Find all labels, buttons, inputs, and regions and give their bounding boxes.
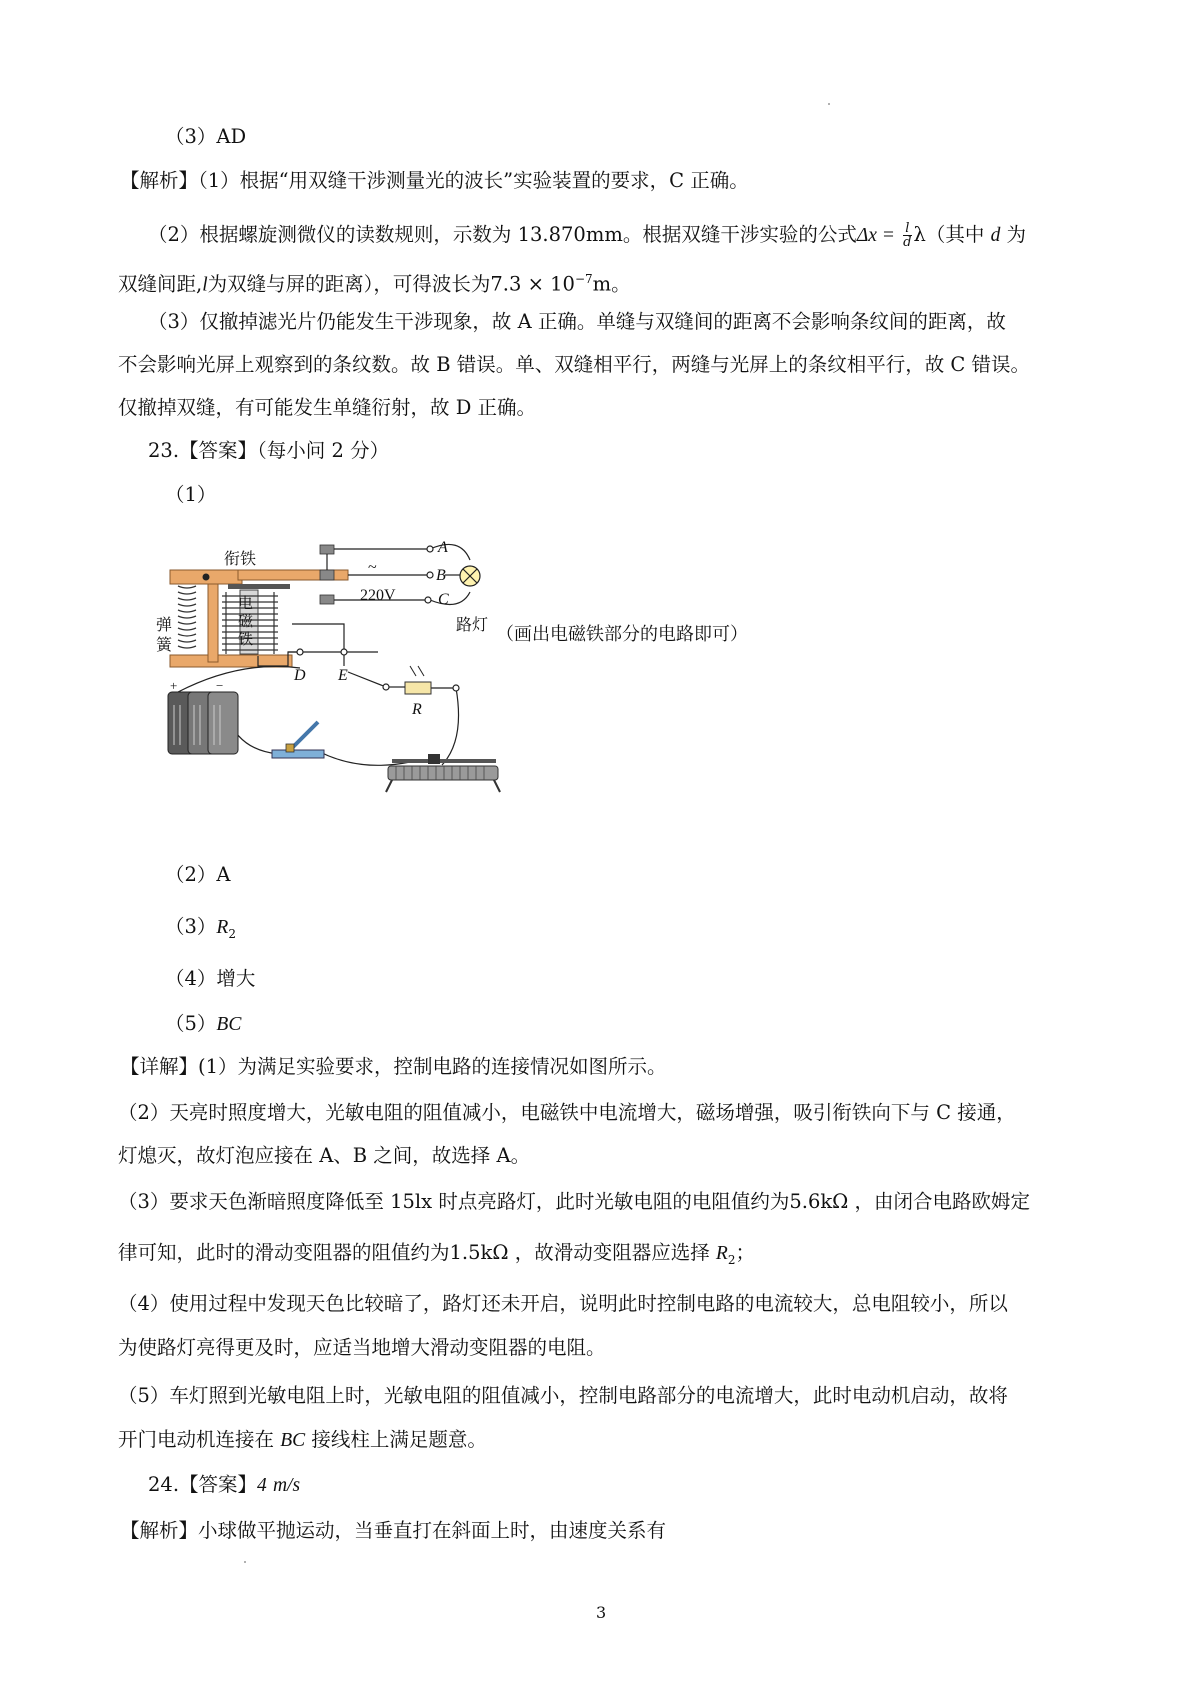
- q22-p2c-pre: 双缝间距,: [118, 272, 203, 296]
- q22-p2-b-pre: （其中: [925, 223, 991, 246]
- a5-prefix: （5）: [165, 1012, 217, 1035]
- battery-icon: [168, 692, 238, 754]
- label-minus: −: [216, 678, 224, 693]
- rheostat-icon: [386, 754, 500, 792]
- q22-p1: （1）根据“用双缝干涉测量光的波长”实验装置的要求，C 正确。: [198, 169, 749, 192]
- wavelength-unit: m。: [592, 272, 631, 296]
- label-electromagnet-1: 电: [238, 596, 254, 612]
- q22-p2c-mid: 为双缝与屏的距离），可得波长为: [207, 272, 491, 296]
- figure-note: （画出电磁铁部分的电路即可）: [496, 624, 748, 644]
- var-d: d: [990, 225, 1001, 246]
- contact-lower: [320, 595, 334, 604]
- label-R: R: [412, 701, 422, 718]
- wavelength-value: 7.3 × 10: [490, 272, 575, 296]
- q23-detail-2b: 灯熄灭，故灯泡应接在 A、B 之间，故选择 A。: [118, 1144, 531, 1167]
- detail-5b-post: 接线柱上满足题意。: [305, 1428, 487, 1451]
- detail-3b-post: ；: [735, 1241, 755, 1264]
- q22-explain-3c: 仅撤掉双缝，有可能发生单缝衍射，故 D 正确。: [118, 396, 537, 419]
- q23-detail-3a: （3）要求天色渐暗照度降低至 15lx 时点亮路灯，此时光敏电阻的电阻值约为5.6kΩ ，由闭合电路欧姆定: [118, 1190, 1031, 1213]
- wavelength-exponent: −7: [574, 272, 593, 286]
- q23-heading: 23.【答案】（每小问 2 分）: [148, 439, 390, 462]
- scan-speck: [244, 1561, 246, 1563]
- q23-detail-4a: （4）使用过程中发现天色比较暗了，路灯还未开启，说明此时控制电路的电流较大，总电阻较小，所以: [118, 1292, 1008, 1315]
- q22-p2-b-post: 为: [1000, 223, 1027, 246]
- q23-detail-3b: [118, 1238, 755, 1275]
- detail-5b-bc: BC: [280, 1430, 306, 1451]
- label-plus: +: [170, 678, 178, 693]
- q22-explain-2b: [118, 264, 631, 301]
- fraction-numerator: l: [903, 222, 911, 236]
- detail-3b-R: R: [715, 1243, 728, 1264]
- label-electromagnet-3: 铁: [238, 632, 254, 648]
- relay-base: [170, 655, 292, 667]
- contact-upper: [320, 545, 334, 554]
- pivot-dot: [203, 574, 210, 581]
- label-voltage: 220V: [360, 587, 396, 604]
- label-D: D: [294, 667, 306, 684]
- a3-subscript: 2: [228, 926, 236, 941]
- q22-explain-3b: 不会影响光屏上观察到的条纹数。故 B 错误。单、双缝相平行，两缝与光屏上的条纹相平行，故 C 错误。: [118, 353, 1031, 376]
- q23-answer-2: （2）A: [165, 863, 231, 886]
- label-C: C: [438, 591, 449, 608]
- q23-answer-1: （1）: [165, 483, 217, 506]
- lambda-symbol: λ: [913, 223, 926, 246]
- q24-explain: 【解析】小球做平抛运动，当垂直打在斜面上时，由速度关系有: [120, 1519, 667, 1542]
- contact-middle: [320, 570, 334, 580]
- fraction-denominator: d: [903, 235, 912, 250]
- detail-3b-sub: 2: [727, 1252, 736, 1267]
- detail-3b-pre: 律可知，此时的滑动变阻器的阻值约为1.5kΩ ，故滑动变阻器应选择: [118, 1241, 716, 1264]
- a3-prefix: （3）: [165, 915, 217, 938]
- scan-speck: [828, 103, 830, 105]
- label-armature: 衔铁: [224, 551, 257, 568]
- armature-plate: [228, 584, 290, 589]
- q23-detail-5b: [118, 1425, 487, 1456]
- detail-5b-pre: 开门电动机连接在: [118, 1428, 281, 1451]
- label-E: E: [338, 667, 348, 684]
- q22-explain-3a: （3）仅撤掉滤光片仍能发生干涉现象，故 A 正确。单缝与双缝间的距离不会影响条纹间的距离，故: [148, 310, 1006, 333]
- q23-detail-2a: （2）天亮时照度增大，光敏电阻的阻值减小，电磁铁中电流增大，磁场增强，吸引衔铁向下与 C 接通，: [118, 1101, 1016, 1124]
- formula-fraction: [903, 222, 911, 249]
- a5-value: BC: [216, 1014, 242, 1035]
- page-number: 3: [596, 1603, 607, 1622]
- q24-answer-num: 4: [257, 1475, 267, 1496]
- q23-answer-3: [165, 912, 236, 949]
- label-spring-1: 弹: [156, 617, 173, 634]
- label-B: B: [436, 567, 446, 584]
- q24-answer-unit: m/s: [272, 1475, 301, 1496]
- photoresistor: [405, 682, 431, 694]
- var-l: l: [202, 274, 208, 296]
- relay-circuit-figure: [156, 539, 748, 850]
- q23-answer-5: [165, 1009, 241, 1040]
- street-lamp-icon: [460, 566, 480, 586]
- q23-detail-4b: 为使路灯亮得更及时，应适当地增大滑动变阻器的电阻。: [118, 1336, 606, 1359]
- label-lamp: 路灯: [456, 617, 489, 634]
- q22-explain-2a: [148, 220, 1026, 251]
- light-arrows-icon: [410, 666, 424, 676]
- label-electromagnet-2: 磁: [238, 614, 254, 630]
- a3-R: R: [216, 917, 229, 938]
- q22-answer-3: （3）AD: [165, 125, 247, 148]
- q23-answer-4: （4）增大: [165, 967, 256, 990]
- spring: [178, 586, 196, 648]
- knife-switch-icon: [272, 722, 324, 758]
- q24-head: 24.【答案】: [148, 1473, 258, 1496]
- jiexi-tag: 【解析】: [120, 169, 199, 192]
- label-voltage-tilde: ~: [368, 559, 377, 576]
- q23-detail-1: 【详解】(1）为满足实验要求，控制电路的连接情况如图所示。: [120, 1055, 667, 1078]
- label-spring-2: 簧: [156, 637, 173, 654]
- q22-explain-1: [120, 166, 749, 196]
- q24-heading: [148, 1470, 300, 1501]
- q23-detail-5a: （5）车灯照到光敏电阻上时，光敏电阻的阻值减小，控制电路部分的电流增大，此时电动机启动，故将: [118, 1384, 1008, 1407]
- label-A: A: [438, 539, 448, 556]
- formula-lhs: Δx =: [856, 225, 895, 246]
- q22-p2-text: （2）根据螺旋测微仪的读数规则，示数为 13.870mm。根据双缝干涉实验的公式: [148, 223, 857, 246]
